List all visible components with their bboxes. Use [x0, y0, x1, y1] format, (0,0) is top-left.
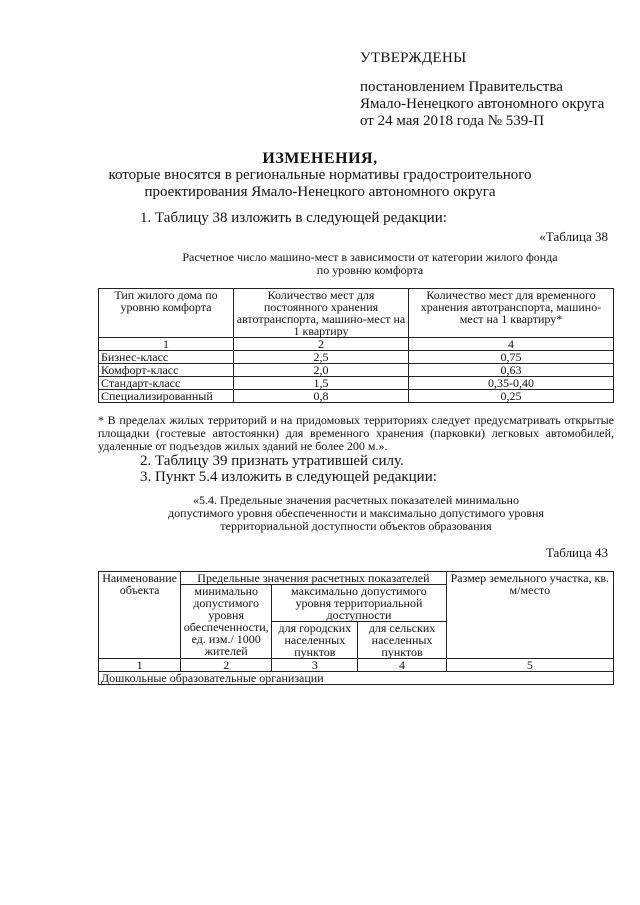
table-cell: 0,75 [409, 351, 614, 364]
table-38-caption [0, 251, 640, 277]
section-line-3: территориальной доступности объектов образования [220, 519, 492, 533]
table-43 [98, 571, 614, 685]
table-cell: 2,0 [234, 364, 409, 377]
table-38-caption-line-2: по уровню комфорта [316, 263, 424, 277]
header-cell: Размер земельного участка, кв. м/место [446, 572, 613, 659]
approval-line-2: Ямало-Ненецкого автономного округа [360, 96, 605, 112]
number-cell: 1 [99, 659, 181, 672]
header-cell: Количество мест для постоянного хранения автотранспорта, машино-мест на 1 квартиру [234, 289, 409, 338]
table-row [99, 390, 614, 403]
table-cell: 0,35-0,40 [409, 377, 614, 390]
number-cell: 4 [409, 338, 614, 351]
title-main: ИЗМЕНЕНИЯ, [262, 150, 378, 167]
approval-heading: УТВЕРЖДЕНЫ [360, 50, 467, 66]
table-38-caption-line-1: Расчетное число машино-мест в зависимости от категории жилого фонда [182, 250, 558, 264]
table-cell: 2,5 [234, 351, 409, 364]
section-row: Дошкольные образовательные организации [99, 672, 614, 685]
approval-line-1: постановлением Правительства [360, 79, 563, 95]
table-row [99, 659, 614, 672]
table-38-footnote: * В пределах жилых территорий и на придомовых территориях следует предусматривать открытые площадки (гостевые автостоянки) для временного хранения (парковки) легковых автомобилей, удаленные от подъездов жилых зданий не более 200 м.». [98, 413, 614, 453]
point-2: 2. Таблицу 39 признать утратившей силу. [140, 453, 404, 469]
number-cell: 5 [446, 659, 613, 672]
document-title [0, 150, 640, 201]
table-cell: Стандарт-класс [99, 377, 234, 390]
table-43-label: Таблица 43 [545, 545, 608, 560]
header-cell: Количество мест для временного хранения автотранспорта, машино-мест на 1 квартиру* [409, 289, 614, 338]
table-38-label: «Таблица 38 [539, 229, 608, 244]
number-cell: 1 [99, 338, 234, 351]
point-3: 3. Пункт 5.4 изложить в следующей редакции: [140, 469, 437, 485]
number-cell: 4 [358, 659, 446, 672]
table-38 [98, 288, 614, 403]
table-row [99, 364, 614, 377]
number-cell: 3 [272, 659, 358, 672]
table-cell: 1,5 [234, 377, 409, 390]
header-cell: Тип жилого дома по уровню комфорта [99, 289, 234, 338]
header-cell: Наименование объекта [99, 572, 181, 659]
header-cell: максимально допустимого уровня территориальной доступности [272, 585, 446, 622]
title-line-2: проектирования Ямало-Ненецкого автономного округа [144, 184, 496, 200]
table-row [99, 377, 614, 390]
table-row [99, 351, 614, 364]
table-row [99, 572, 614, 585]
point-1: 1. Таблицу 38 изложить в следующей редакции: [140, 210, 447, 226]
table-cell: 0,8 [234, 390, 409, 403]
table-cell: Бизнес-класс [99, 351, 234, 364]
header-cell: для городских населенных пунктов [272, 622, 358, 659]
section-line-2: допустимого уровня обеспеченности и максимально допустимого уровня [168, 506, 544, 520]
table-cell: 0,25 [409, 390, 614, 403]
approval-block [360, 50, 604, 130]
table-row [99, 289, 614, 338]
table-cell: 0,63 [409, 364, 614, 377]
table-cell: Специализированный [99, 390, 234, 403]
number-cell: 2 [234, 338, 409, 351]
table-row [99, 672, 614, 685]
approval-line-3: от 24 мая 2018 года № 539-П [360, 113, 545, 129]
title-line-1: которые вносятся в региональные нормативы градостроительного [108, 167, 532, 183]
number-cell: 2 [181, 659, 272, 672]
header-cell: для сельских населенных пунктов [358, 622, 446, 659]
header-cell: минимально допустимого уровня обеспеченности, ед. изм./ 1000 жителей [181, 585, 272, 659]
table-row [99, 338, 614, 351]
table-cell: Комфорт-класс [99, 364, 234, 377]
section-line-1: «5.4. Предельные значения расчетных показателей минимально [193, 493, 519, 507]
header-cell: Предельные значения расчетных показателей [181, 572, 447, 585]
section-5-4-heading [0, 494, 640, 533]
